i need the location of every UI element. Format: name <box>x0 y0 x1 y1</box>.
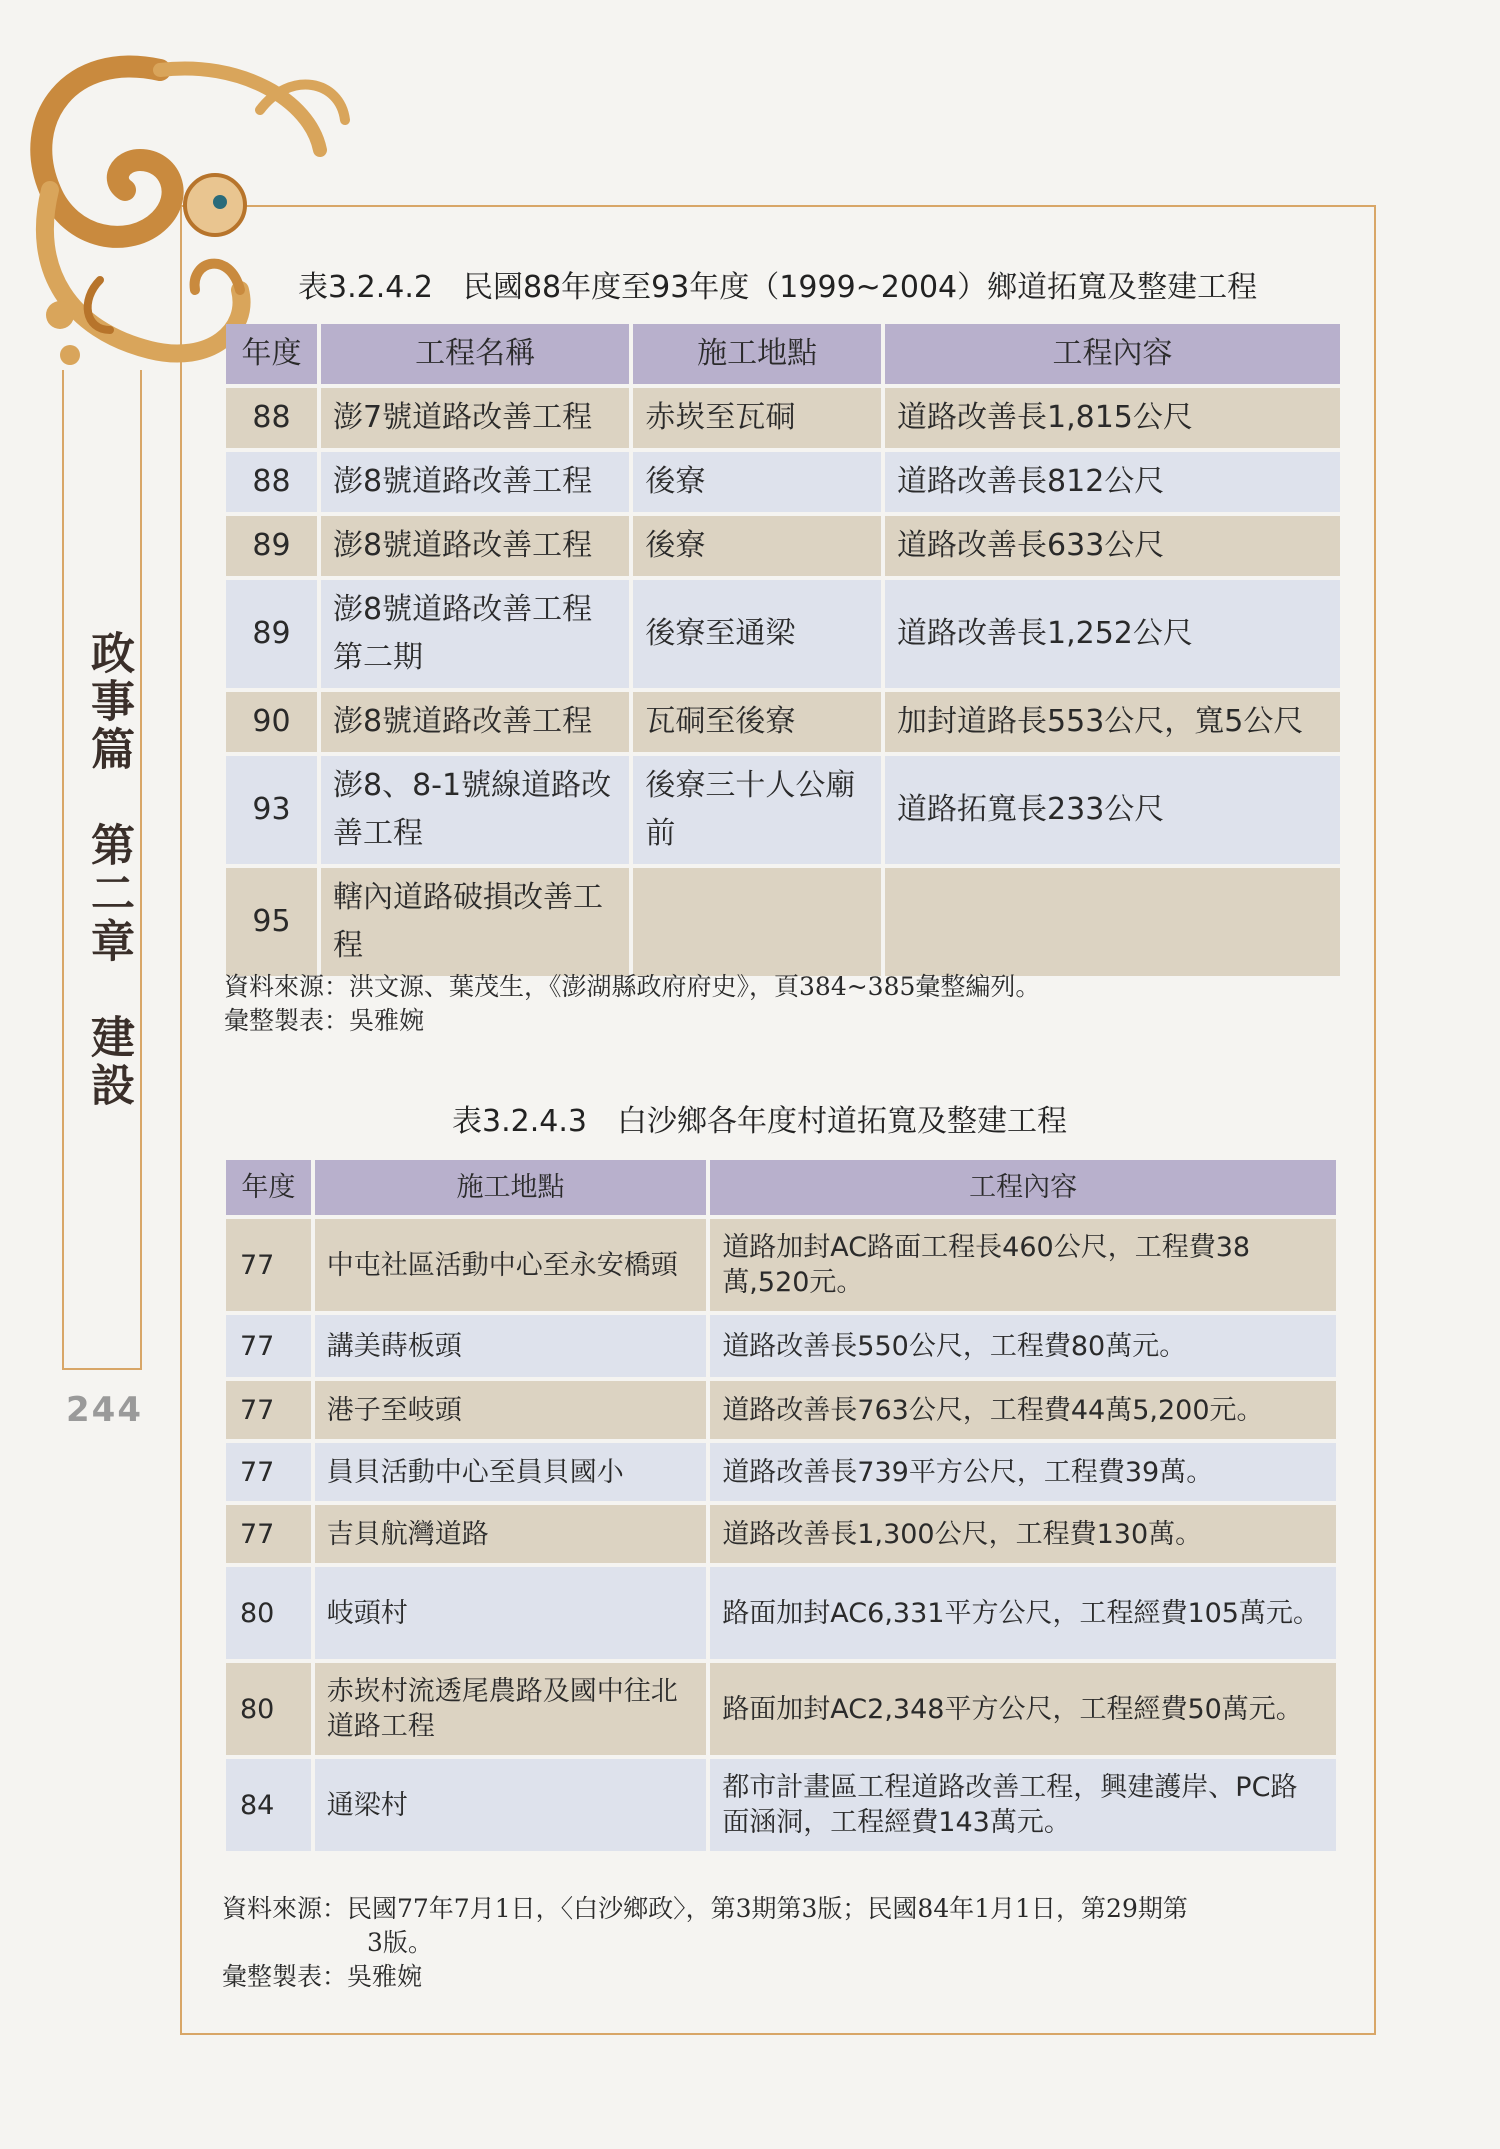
table1-header-year: 年度 <box>226 324 317 384</box>
cell-name: 澎7號道路改善工程 <box>321 388 629 448</box>
cell-place: 赤崁村流透尾農路及國中往北道路工程 <box>315 1663 707 1755</box>
table-row <box>226 516 1340 576</box>
table2-header-row <box>226 1160 1336 1215</box>
table1-header-content: 工程內容 <box>885 324 1340 384</box>
cell-name: 轄內道路破損改善工程 <box>321 868 629 976</box>
cell-content: 道路改善長739平方公尺，工程費39萬。 <box>710 1443 1336 1501</box>
cell-year: 77 <box>226 1443 311 1501</box>
cell-year: 77 <box>226 1505 311 1563</box>
table-row <box>226 1567 1336 1659</box>
table2-header-year: 年度 <box>226 1160 311 1215</box>
cell-place: 瓦硐至後寮 <box>633 692 881 752</box>
cell-name: 澎8號道路改善工程第二期 <box>321 580 629 688</box>
cell-name: 澎8號道路改善工程 <box>321 516 629 576</box>
cell-place: 後寮 <box>633 516 881 576</box>
cell-content <box>885 868 1340 976</box>
table1 <box>222 320 1344 980</box>
cell-year: 88 <box>226 452 317 512</box>
cell-year: 77 <box>226 1315 311 1377</box>
cell-place: 岐頭村 <box>315 1567 707 1659</box>
cell-place: 後寮 <box>633 452 881 512</box>
cell-content: 道路改善長550公尺，工程費80萬元。 <box>710 1315 1336 1377</box>
cell-place: 吉貝航灣道路 <box>315 1505 707 1563</box>
cell-year: 77 <box>226 1381 311 1439</box>
cell-content: 道路改善長812公尺 <box>885 452 1340 512</box>
cell-name: 澎8號道路改善工程 <box>321 692 629 752</box>
table2-header-content: 工程內容 <box>710 1160 1336 1215</box>
cell-place <box>633 868 881 976</box>
table2-caption: 表3.2.4.3 白沙鄉各年度村道拓寬及整建工程 <box>452 1104 1067 1139</box>
table1-header-name: 工程名稱 <box>321 324 629 384</box>
chapter-title: 政事篇 第二章 建設 <box>83 630 134 1110</box>
cell-year: 89 <box>226 516 317 576</box>
cell-place: 通梁村 <box>315 1759 707 1851</box>
table2 <box>222 1156 1340 1855</box>
cell-place: 員貝活動中心至員貝國小 <box>315 1443 707 1501</box>
table-row <box>226 868 1340 976</box>
cell-year: 80 <box>226 1567 311 1659</box>
cell-year: 84 <box>226 1759 311 1851</box>
cell-content: 道路拓寬長233公尺 <box>885 756 1340 864</box>
page-number: 244 <box>66 1390 143 1430</box>
cell-name: 澎8號道路改善工程 <box>321 452 629 512</box>
table1-compiler-line: 彙整製表：吳雅婉 <box>224 1005 425 1035</box>
table-row <box>226 1759 1336 1851</box>
cell-content: 道路改善長763公尺，工程費44萬5,200元。 <box>710 1381 1336 1439</box>
table2-source <box>222 1892 1188 1993</box>
table1-header-row <box>226 324 1340 384</box>
cell-content: 路面加封AC2,348平方公尺，工程經費50萬元。 <box>710 1663 1336 1755</box>
table-row <box>226 1505 1336 1563</box>
table1-source <box>224 970 1040 1038</box>
table-row <box>226 580 1340 688</box>
cell-place: 赤崁至瓦硐 <box>633 388 881 448</box>
table-row <box>226 1219 1336 1311</box>
cell-place: 後寮至通梁 <box>633 580 881 688</box>
cell-content: 道路加封AC路面工程長460公尺，工程費38萬,520元。 <box>710 1219 1336 1311</box>
cell-content: 道路改善長1,252公尺 <box>885 580 1340 688</box>
cell-place: 港子至岐頭 <box>315 1381 707 1439</box>
cell-year: 90 <box>226 692 317 752</box>
table-row <box>226 388 1340 448</box>
table-row <box>226 1443 1336 1501</box>
table1-header-place: 施工地點 <box>633 324 881 384</box>
chapter-sidebar <box>62 370 142 1370</box>
cell-year: 80 <box>226 1663 311 1755</box>
cell-name: 澎8、8-1號線道路改善工程 <box>321 756 629 864</box>
table-row <box>226 756 1340 864</box>
table2-header-place: 施工地點 <box>315 1160 707 1215</box>
table2-source-line-1: 資料來源：民國77年7月1日，〈白沙鄉政〉，第3期第3版；民國84年1月1日，第29期第 <box>222 1894 1188 1923</box>
cell-year: 95 <box>226 868 317 976</box>
table2-compiler-line: 彙整製表：吳雅婉 <box>222 1961 423 1991</box>
cell-content: 加封道路長553公尺，寬5公尺 <box>885 692 1340 752</box>
cell-place: 中屯社區活動中心至永安橋頭 <box>315 1219 707 1311</box>
table-row <box>226 692 1340 752</box>
cell-year: 77 <box>226 1219 311 1311</box>
cell-content: 道路改善長633公尺 <box>885 516 1340 576</box>
table1-source-line: 資料來源：洪文源、葉茂生，《澎湖縣政府府史》，頁384~385彙整編列。 <box>224 972 1041 1001</box>
table-row <box>226 1381 1336 1439</box>
table-row <box>226 452 1340 512</box>
cell-year: 93 <box>226 756 317 864</box>
cell-content: 都市計畫區工程道路改善工程，興建護岸、PC路面涵洞，工程經費143萬元。 <box>710 1759 1336 1851</box>
table-row <box>226 1315 1336 1377</box>
cell-year: 89 <box>226 580 317 688</box>
table1-caption: 表3.2.4.2 民國88年度至93年度（1999~2004）鄉道拓寬及整建工程 <box>298 270 1258 305</box>
cell-year: 88 <box>226 388 317 448</box>
cell-content: 道路改善長1,300公尺，工程費130萬。 <box>710 1505 1336 1563</box>
cell-content: 路面加封AC6,331平方公尺，工程經費105萬元。 <box>710 1567 1336 1659</box>
table2-source-line-2: 3版。 <box>367 1927 433 1957</box>
cell-place: 後寮三十人公廟前 <box>633 756 881 864</box>
cell-place: 講美蒔板頭 <box>315 1315 707 1377</box>
cell-content: 道路改善長1,815公尺 <box>885 388 1340 448</box>
table-row <box>226 1663 1336 1755</box>
